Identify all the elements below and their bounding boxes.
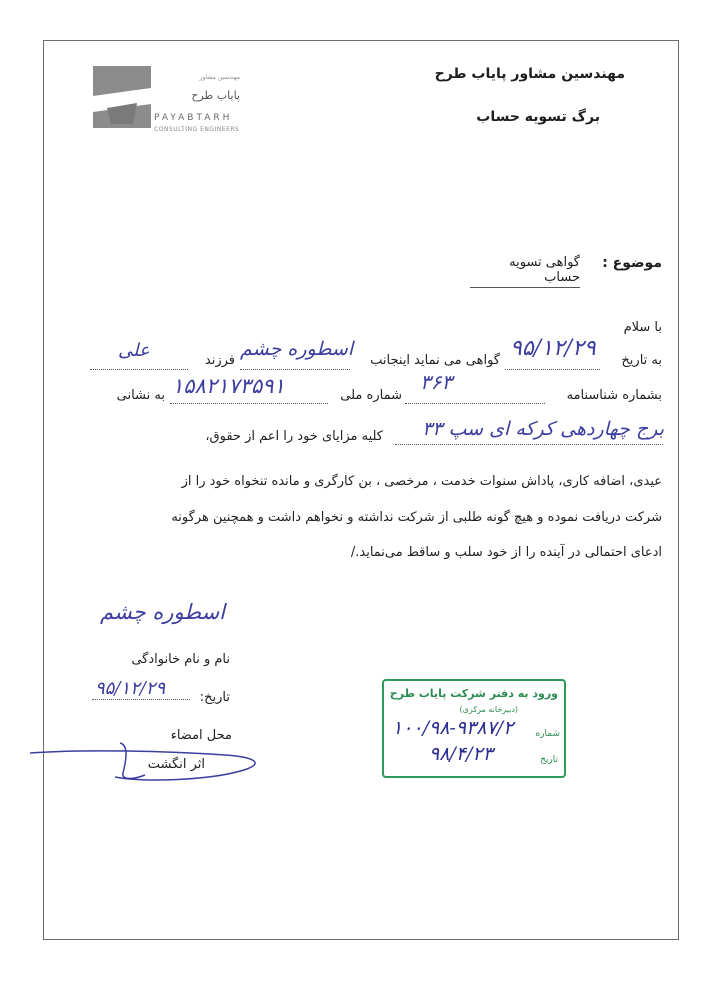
name-dotted-line — [240, 369, 350, 370]
document-border — [43, 40, 679, 940]
subject-label: موضوع : — [602, 255, 662, 271]
father-name-handwritten: علی — [118, 340, 150, 361]
sign-place-label: محل امضاء — [170, 728, 232, 743]
subject-value: گواهی تسویه حساب — [470, 255, 580, 288]
id-number-label: بشماره شناسنامه — [566, 388, 662, 403]
logo-persian-name: پایاب طرح — [191, 89, 240, 102]
son-of-label: فرزند — [204, 353, 235, 368]
logo-mark-icon — [93, 66, 151, 128]
greeting: با سلام — [623, 320, 662, 335]
address-label: به نشانی — [116, 388, 165, 403]
certify-text: گواهی می نماید اینجانب — [370, 353, 500, 368]
employee-name-handwritten: اسطوره چشم — [240, 338, 354, 360]
logo-persian-small: مهندسین مشاور — [199, 74, 240, 81]
full-name-label: نام و نام خانوادگی — [131, 652, 230, 667]
id-dotted-line — [405, 403, 545, 404]
logo-latin-name: PAYABTARH — [154, 113, 233, 123]
signature-date-label: تاریخ: — [199, 690, 230, 705]
stamp-title: ورود به دفتر شرکت پایاب طرح — [389, 687, 558, 700]
stamp-date-handwritten: ۹۸/۴/۲۳ — [429, 743, 493, 765]
date-handwritten: ۹۵/۱۲/۲۹ — [510, 336, 596, 361]
national-id-handwritten: ۱۵۸۲۱۷۳۵۹۱ — [172, 374, 285, 398]
date-prefix: به تاریخ — [621, 353, 662, 368]
benefits-text: کلیه مزایای خود را اعم از حقوق، — [205, 429, 383, 444]
national-id-label: شماره ملی — [340, 388, 402, 403]
registration-stamp — [382, 679, 566, 778]
stamp-date-label: تاریخ — [540, 755, 558, 765]
thumbprint-label: اثر انگشت — [147, 757, 205, 772]
body-line-4: عیدی، اضافه کاری، پاداش سنوات خدمت ، مرخصی ، بن کارگری و مانده تنخواه خود را از — [181, 474, 662, 489]
form-title: برگ تسویه حساب — [476, 109, 600, 125]
stamp-subtitle: (دبیرخانه مرکزی) — [459, 705, 518, 714]
signature-date-dotted-line — [92, 699, 190, 700]
stamp-number-handwritten: ۱۰۰/۹۸-۹۳۸۷/۲ — [392, 717, 514, 739]
date-dotted-line — [505, 369, 600, 370]
id-number-handwritten: ۳۶۳ — [420, 370, 453, 394]
address-handwritten: برج چهاردهی کرکه ای سپ ۳۳ — [422, 418, 664, 440]
body-line-6: ادعای احتمالی در آینده را از خود سلب و ساقط می‌نماید./ — [350, 545, 662, 560]
signature-name-handwritten: اسطوره چشم — [100, 600, 226, 624]
body-line-5: شرکت دریافت نموده و هیچ گونه طلبی از شرکت نداشته و نخواهم داشت و همچنین هرگونه — [171, 510, 662, 525]
address-dotted-line — [395, 444, 663, 445]
company-logo — [93, 66, 151, 128]
signature-date-handwritten: ۹۵/۱۲/۲۹ — [95, 678, 166, 699]
stamp-number-label: شماره — [535, 729, 560, 739]
father-dotted-line — [90, 369, 188, 370]
logo-latin-sub: CONSULTING ENGINEERS — [154, 126, 240, 133]
company-name: مهندسین مشاور پایاب طرح — [434, 66, 625, 82]
national-id-dotted-line — [170, 403, 328, 404]
